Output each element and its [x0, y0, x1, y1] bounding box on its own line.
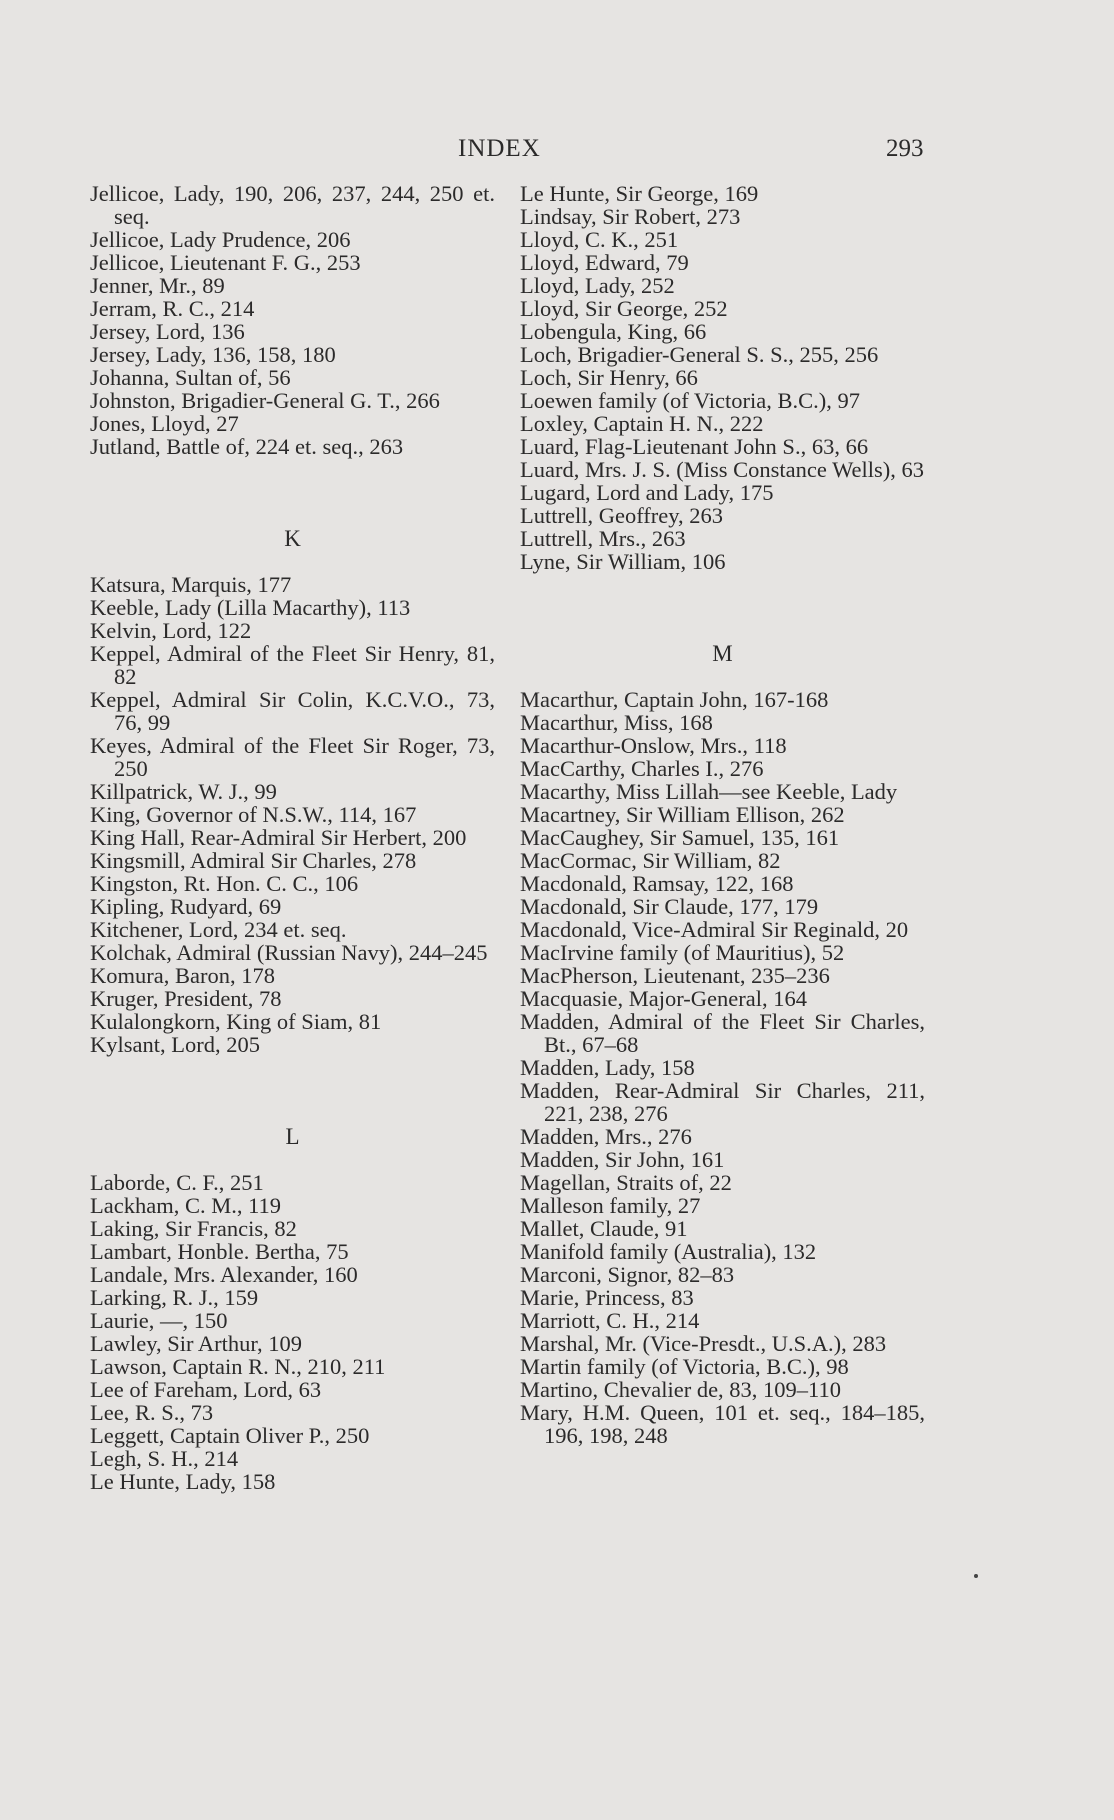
- index-entry: Loxley, Captain H. N., 222: [520, 411, 764, 436]
- index-group-l: [90, 1171, 495, 1493]
- index-entry: Lloyd, Edward, 79: [520, 250, 689, 275]
- index-entry: Madden, Mrs., 276: [520, 1124, 692, 1149]
- index-entry: King Hall, Rear-Admiral Sir Herbert, 200: [90, 825, 467, 850]
- index-group-m: [520, 688, 925, 1447]
- index-entry: Lobengula, King, 66: [520, 319, 707, 344]
- index-group-j: [90, 182, 495, 458]
- index-entry: Jersey, Lord, 136: [90, 319, 245, 344]
- index-entry: Kruger, President, 78: [90, 986, 282, 1011]
- index-entry: Lackham, C. M., 119: [90, 1193, 282, 1218]
- section-heading-m: M: [712, 641, 733, 666]
- index-entry: Kingston, Rt. Hon. C. C., 106: [90, 871, 359, 896]
- index-entry: Macdonald, Ramsay, 122, 168: [520, 871, 794, 896]
- page-number: 293: [886, 135, 924, 162]
- index-entry: Jellicoe, Lady Prudence, 206: [90, 227, 351, 252]
- index-entry: Macdonald, Vice-Admiral Sir Reginald, 20: [520, 917, 909, 942]
- index-entry: Katsura, Marquis, 177: [90, 572, 292, 597]
- index-entry: Lee, R. S., 73: [90, 1400, 214, 1425]
- index-entry: Laking, Sir Francis, 82: [90, 1216, 297, 1241]
- index-group-k: [90, 573, 495, 1056]
- index-entry: Macarthy, Miss Lillah—see Keeble, Lady: [520, 779, 898, 804]
- index-entry: Martino, Chevalier de, 83, 109–110: [520, 1377, 841, 1402]
- index-entry: Kingsmill, Admiral Sir Charles, 278: [90, 848, 417, 873]
- index-entry: Jellicoe, Lieutenant F. G., 253: [90, 250, 361, 275]
- index-entry: Lindsay, Sir Robert, 273: [520, 204, 741, 229]
- page-header: [0, 130, 1114, 170]
- index-entry: Macarthur, Captain John, 167-168: [520, 687, 829, 712]
- index-entry: Kelvin, Lord, 122: [90, 618, 252, 643]
- index-entry: Leggett, Captain Oliver P., 250: [90, 1423, 370, 1448]
- index-entry: MacPherson, Lieutenant, 235–236: [520, 963, 830, 988]
- index-entry: Malleson family, 27: [520, 1193, 701, 1218]
- index-entry: Kipling, Rudyard, 69: [90, 894, 282, 919]
- index-entry: Madden, Lady, 158: [520, 1055, 695, 1080]
- section-heading-k: K: [284, 526, 301, 551]
- index-entry: Le Hunte, Lady, 158: [90, 1469, 276, 1494]
- index-entry: MacCaughey, Sir Samuel, 135, 161: [520, 825, 840, 850]
- index-entry: Jerram, R. C., 214: [90, 296, 255, 321]
- index-entry: Madden, Admiral of the Fleet Sir Charles, Bt., 67–68: [520, 1009, 925, 1057]
- index-entry: Marshal, Mr. (Vice-Presdt., U.S.A.), 283: [520, 1331, 887, 1356]
- running-title: INDEX: [458, 135, 541, 162]
- index-entry: Luard, Flag-Lieutenant John S., 63, 66: [520, 434, 869, 459]
- index-entry: Macarthur-Onslow, Mrs., 118: [520, 733, 787, 758]
- index-entry: Manifold family (Australia), 132: [520, 1239, 817, 1264]
- index-entry: Luttrell, Geoffrey, 263: [520, 503, 724, 528]
- index-entry: Martin family (of Victoria, B.C.), 98: [520, 1354, 849, 1379]
- index-entry: Madden, Rear-Admiral Sir Charles, 211, 221, 238, 276: [520, 1078, 925, 1126]
- index-entry: Macquasie, Major-General, 164: [520, 986, 807, 1011]
- paper-speck: [974, 1574, 978, 1578]
- index-entry: Jersey, Lady, 136, 158, 180: [90, 342, 336, 367]
- index-entry: Loch, Sir Henry, 66: [520, 365, 698, 390]
- index-entry: Jellicoe, Lady, 190, 206, 237, 244, 250 et. seq.: [90, 181, 495, 229]
- index-entry: Landale, Mrs. Alexander, 160: [90, 1262, 358, 1287]
- index-entry: Lloyd, C. K., 251: [520, 227, 679, 252]
- index-entry: Lugard, Lord and Lady, 175: [520, 480, 774, 505]
- index-entry: Magellan, Straits of, 22: [520, 1170, 732, 1195]
- index-entry: Lyne, Sir William, 106: [520, 549, 726, 574]
- index-entry: Mallet, Claude, 91: [520, 1216, 688, 1241]
- index-entry: Le Hunte, Sir George, 169: [520, 181, 759, 206]
- index-entry: Luard, Mrs. J. S. (Miss Constance Wells), 63: [520, 457, 925, 482]
- index-entry: Keeble, Lady (Lilla Macarthy), 113: [90, 595, 411, 620]
- index-entry: Lambart, Honble. Bertha, 75: [90, 1239, 349, 1264]
- index-entry: Laurie, —, 150: [90, 1308, 228, 1333]
- left-column: [90, 182, 495, 1493]
- index-entry: Macartney, Sir William Ellison, 262: [520, 802, 845, 827]
- index-entry: Marie, Princess, 83: [520, 1285, 694, 1310]
- index-entry: Lloyd, Lady, 252: [520, 273, 675, 298]
- index-entry: Macdonald, Sir Claude, 177, 179: [520, 894, 819, 919]
- index-entry: Laborde, C. F., 251: [90, 1170, 264, 1195]
- index-entry: Killpatrick, W. J., 99: [90, 779, 277, 804]
- index-entry: Lloyd, Sir George, 252: [520, 296, 728, 321]
- index-entry: Komura, Baron, 178: [90, 963, 275, 988]
- index-entry: MacCormac, Sir William, 82: [520, 848, 781, 873]
- index-entry: Marriott, C. H., 214: [520, 1308, 700, 1333]
- index-entry: Mary, H.M. Queen, 101 et. seq., 184–185, 196, 198, 248: [520, 1400, 925, 1448]
- index-entry: Jutland, Battle of, 224 et. seq., 263: [90, 434, 404, 459]
- section-heading-l: L: [285, 1124, 300, 1149]
- index-entry: Keppel, Admiral of the Fleet Sir Henry, 81, 82: [90, 641, 495, 689]
- index-entry: Madden, Sir John, 161: [520, 1147, 725, 1172]
- index-entry: Luttrell, Mrs., 263: [520, 526, 686, 551]
- index-entry: Lawley, Sir Arthur, 109: [90, 1331, 302, 1356]
- index-group-l-continued: [520, 182, 925, 573]
- index-entry: Johnston, Brigadier-General G. T., 266: [90, 388, 440, 413]
- index-entry: Jones, Lloyd, 27: [90, 411, 239, 436]
- index-entry: King, Governor of N.S.W., 114, 167: [90, 802, 417, 827]
- index-entry: Macarthur, Miss, 168: [520, 710, 713, 735]
- index-entry: Keyes, Admiral of the Fleet Sir Roger, 73, 250: [90, 733, 495, 781]
- index-entry: Lee of Fareham, Lord, 63: [90, 1377, 322, 1402]
- index-entry: MacCarthy, Charles I., 276: [520, 756, 764, 781]
- index-entry: Lawson, Captain R. N., 210, 211: [90, 1354, 386, 1379]
- index-entry: Larking, R. J., 159: [90, 1285, 259, 1310]
- right-column: [520, 182, 925, 1447]
- index-entry: Keppel, Admiral Sir Colin, K.C.V.O., 73, 76, 99: [90, 687, 495, 735]
- index-entry: Marconi, Signor, 82–83: [520, 1262, 735, 1287]
- index-entry: Jenner, Mr., 89: [90, 273, 225, 298]
- index-entry: MacIrvine family (of Mauritius), 52: [520, 940, 845, 965]
- index-entry: Loch, Brigadier-General S. S., 255, 256: [520, 342, 879, 367]
- index-entry: Kitchener, Lord, 234 et. seq.: [90, 917, 347, 942]
- index-entry: Kylsant, Lord, 205: [90, 1032, 260, 1057]
- index-entry: Loewen family (of Victoria, B.C.), 97: [520, 388, 861, 413]
- index-entry: Legh, S. H., 214: [90, 1446, 239, 1471]
- index-entry: Kulalongkorn, King of Siam, 81: [90, 1009, 382, 1034]
- index-entry: Johanna, Sultan of, 56: [90, 365, 291, 390]
- index-entry: Kolchak, Admiral (Russian Navy), 244–245: [90, 940, 488, 965]
